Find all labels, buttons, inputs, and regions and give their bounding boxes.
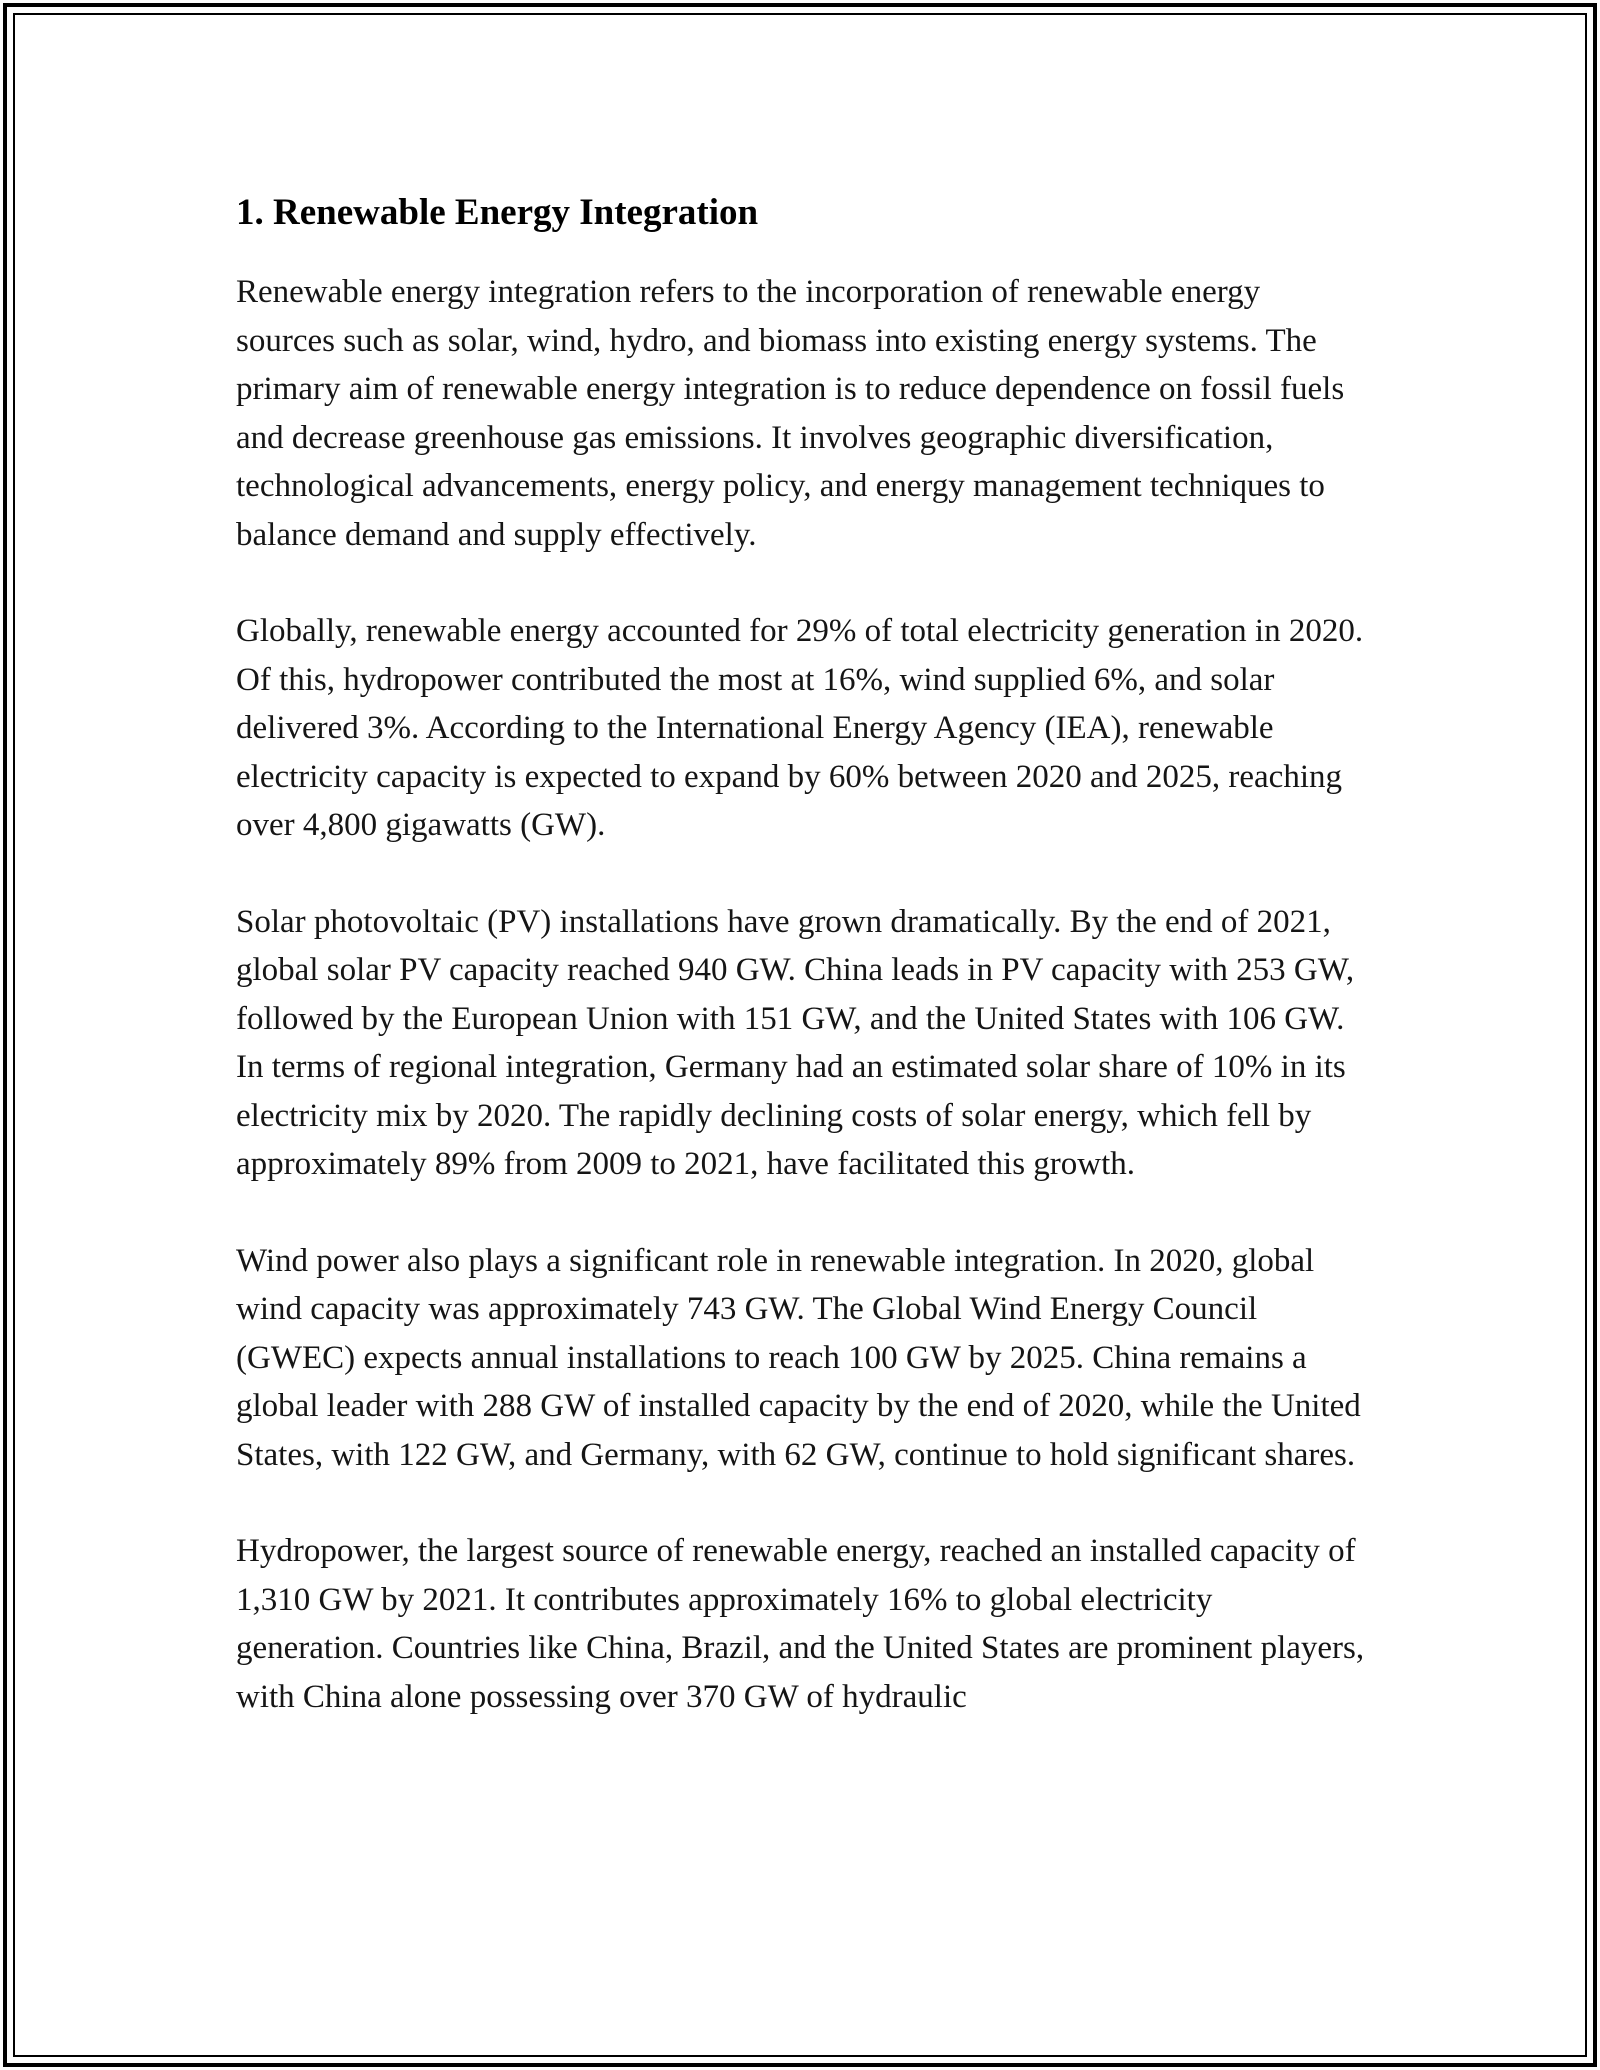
paragraph-intro: Renewable energy integration refers to the incorporation of renewable energy sources such as solar, wind, hydro, and biomass into existing energy systems. The primary aim of renewable energy integration is to reduce dependence on fossil fuels and decrease greenhouse gas emissions. It involves geographic diversification, technological advancements, energy policy, and energy management techniques to balance demand and supply effectively. [236, 274, 1345, 553]
paragraph-wind: Wind power also plays a significant role in renewable integration. In 2020, global wind capacity was approximately 743 GW. The Global Wind Energy Council (GWEC) expects annual installations to reach 100 GW by 2025. China remains a global leader with 288 GW of installed capacity by the end of 2020, while the United States, with 122 GW, and Germany, with 62 GW, continue to hold significant shares. [236, 1242, 1361, 1473]
paragraph-solar: Solar photovoltaic (PV) installations have grown dramatically. By the end of 2021, global solar PV capacity reached 940 GW. China leads in PV capacity with 253 GW, followed by the European Union with 151 GW, and the United States with 106 GW. In terms of regional integration, Germany had an estimated solar share of 10% in its electricity mix by 2020. The rapidly declining costs of solar energy, which fell by approximately 89% from 2009 to 2021, have facilitated this growth. [236, 903, 1355, 1182]
document-body [236, 186, 1366, 1769]
section-heading: 1. Renewable Energy Integration [236, 192, 759, 233]
paragraph-global-share: Globally, renewable energy accounted for 29% of total electricity generation in 2020. Of this, hydropower contributed the most at 16%, wind supplied 6%, and solar delivered 3%. According to the International Energy Agency (IEA), renewable electricity capacity is expected to expand by 60% between 2020 and 2025, reaching over 4,800 gigawatts (GW). [236, 613, 1364, 843]
paragraph-hydropower: Hydropower, the largest source of renewable energy, reached an installed capacity of 1,310 GW by 2021. It contributes approximately 16% to global electricity generation. Countries like China, Brazil, and the United States are prominent players, with China alone possessing over 370 GW of hydraulic [236, 1533, 1365, 1715]
